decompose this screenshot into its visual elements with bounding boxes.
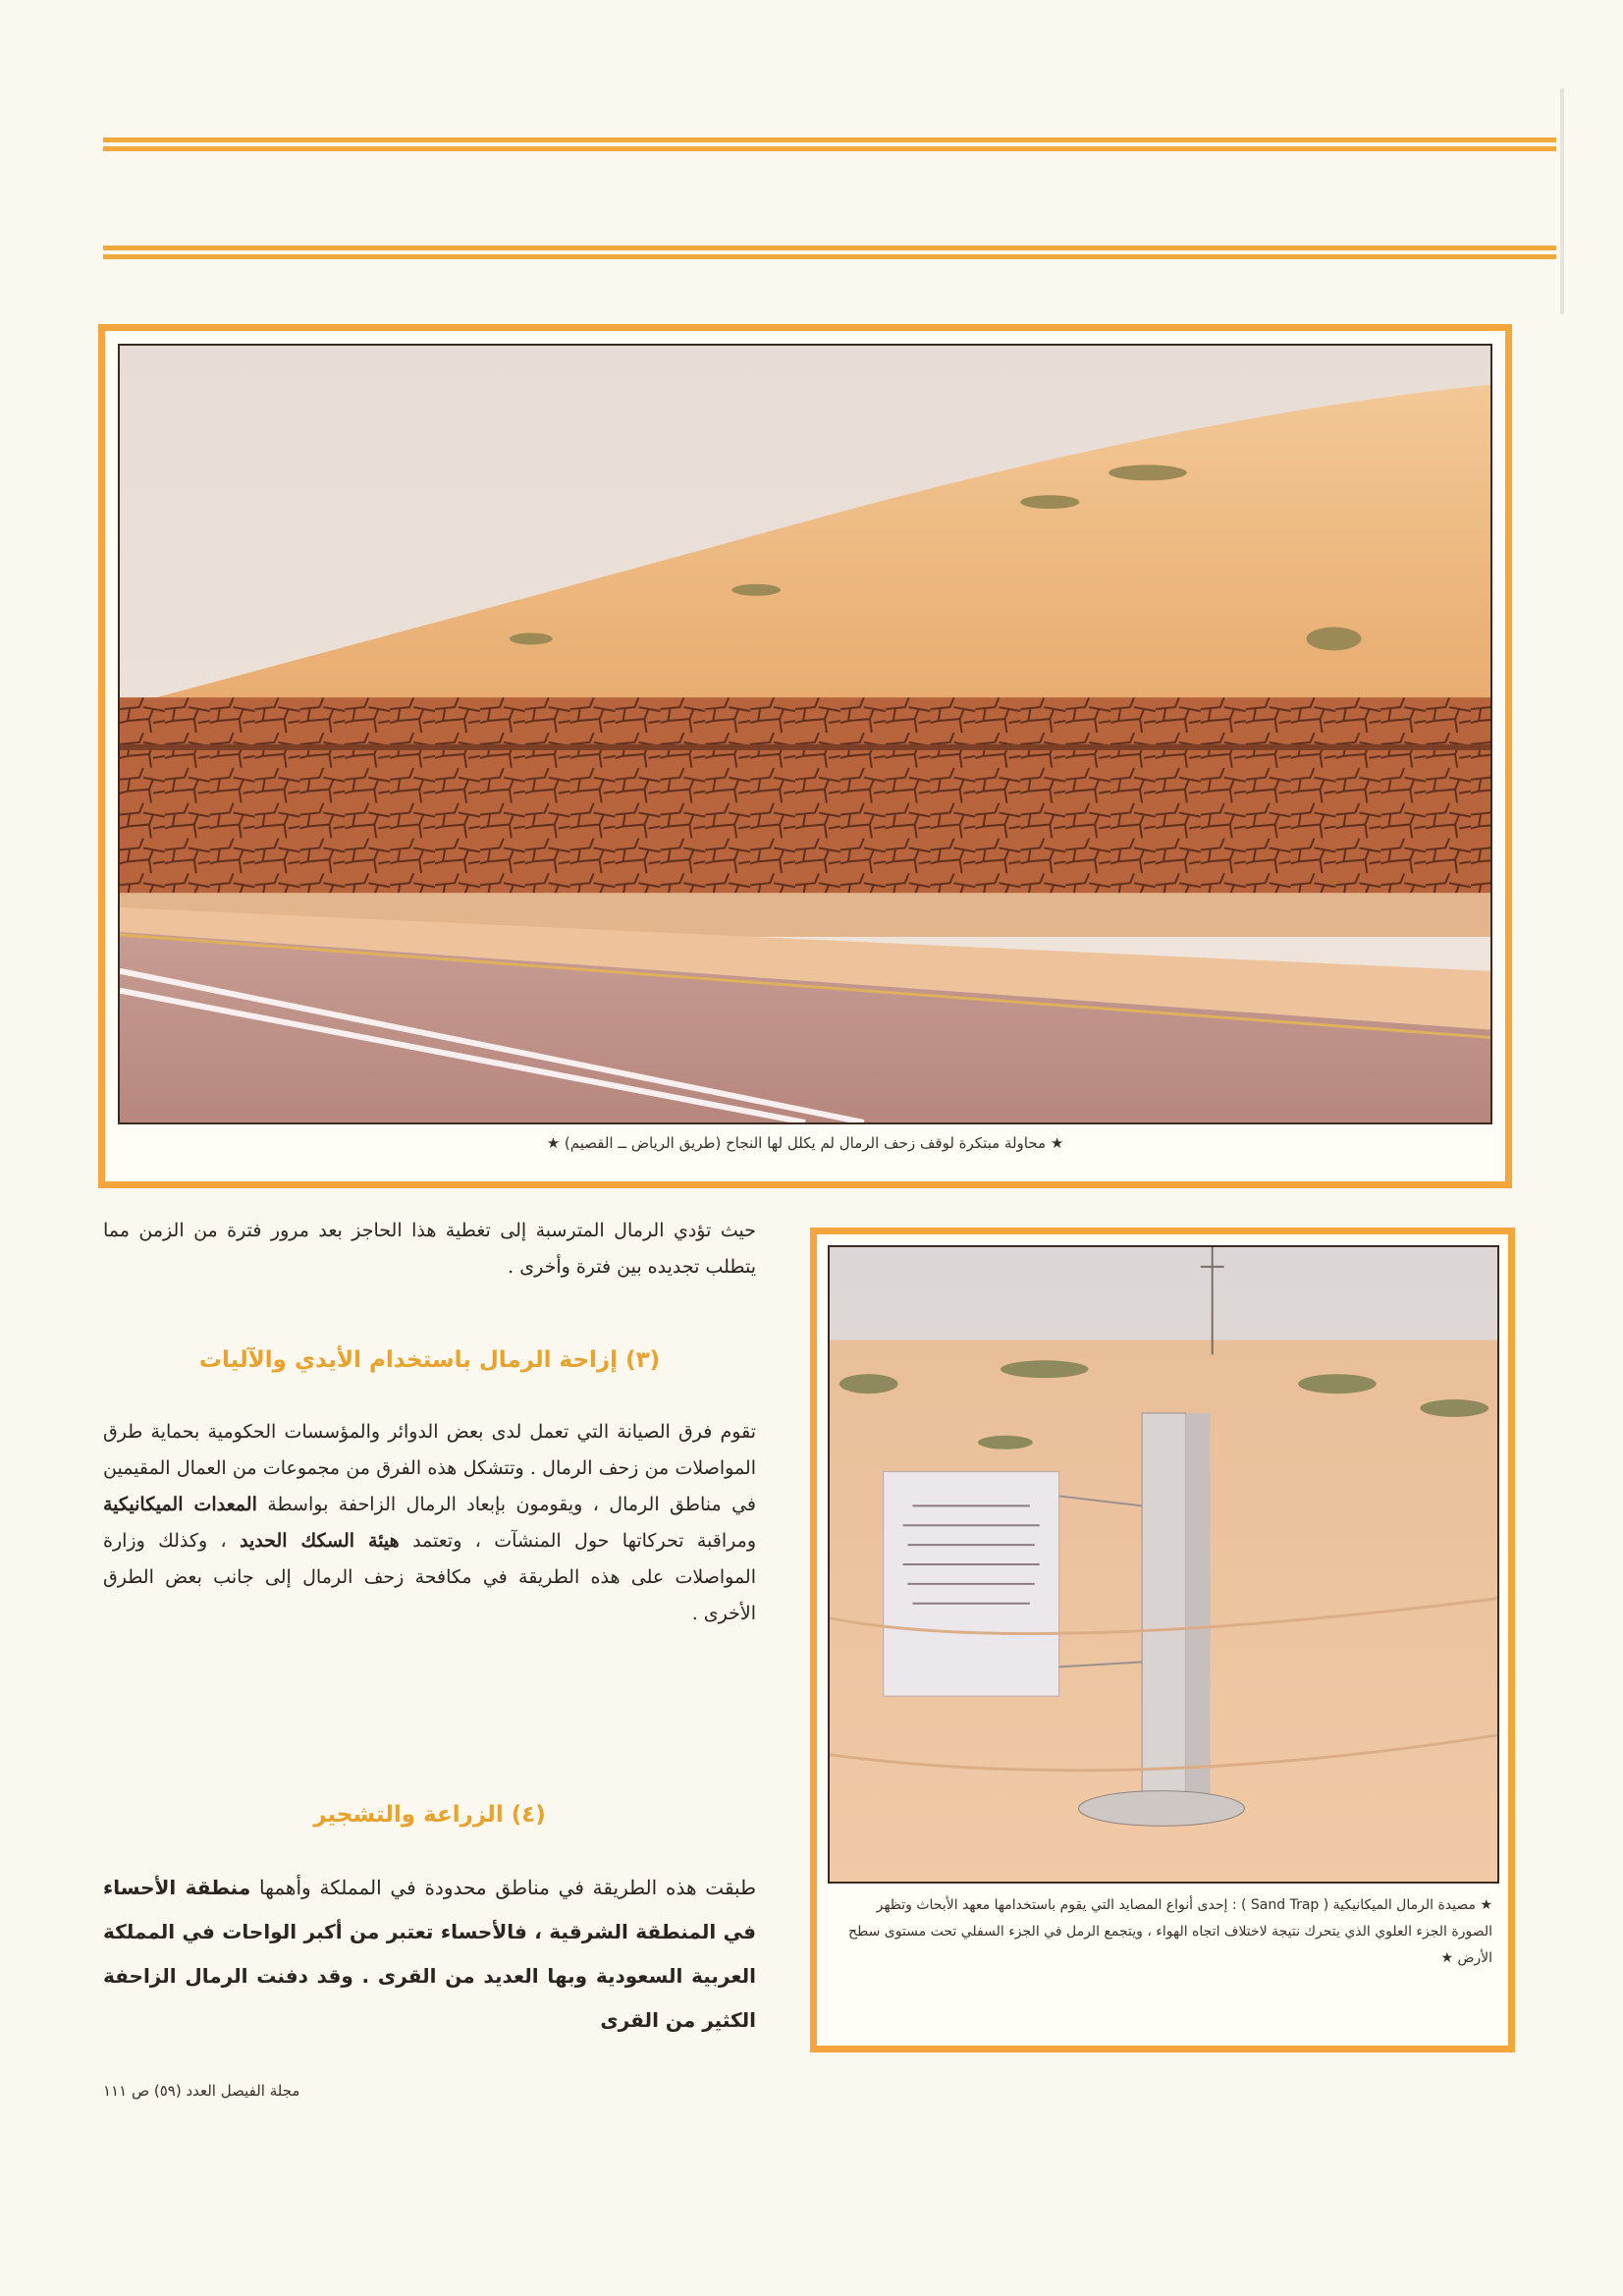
top-photo-caption: ★ محاولة مبتكرة لوقف زحف الرمال لم يكلل لها النجاح (طريق الرياض ــ القصيم) ★ [546,1134,1064,1152]
paragraph-3-part-a: طبقت هذه الطريقة في مناطق محدودة في المملكة وأهمها [259,1876,757,1899]
paragraph-2-bold-1: المعدات الميكانيكية [103,1494,257,1515]
heading-4: (٤) الزراعة والتشجير [313,1802,546,1828]
gabion-wall-photo [118,344,1492,1124]
paragraph-2-bold-2: هيئة السكك الحديد [240,1530,400,1552]
heading-3: (٣) إزاحة الرمال باستخدام الأيدي والآليات [198,1347,661,1373]
page-footer: مجلة الفيصل العدد (٥٩) ص ١١١ [103,2082,300,2100]
side-photo-caption: ★ مصيدة الرمال الميكانيكية ( Sand Trap ) : إحدى أنواع المصايد التي يقوم باستخدامها معهد الأبحاث وتظهر الصورة الجزء العلوي الذي يتحرك نتيجة لاختلاف اتجاه الهواء ، ويتجمع الرمل في الجزء السفلي تحت مستوى سطح الأرض ★ [848,1897,1492,1966]
paragraph-3 [103,1866,756,2043]
gabion-wall-image [120,346,1490,1122]
top-photo-frame [98,324,1512,1188]
side-photo-frame [810,1228,1515,2052]
decorative-rule-top [103,137,1556,151]
page-edge [1560,88,1564,314]
paragraph-2-part-c: ، وكذلك وزارة المواصلات على هذه الطريقة في مكافحة زحف الرمال إلى جانب بعض الطرق الأخرى . [103,1530,756,1624]
sand-trap-image [830,1247,1497,1882]
paragraph-2-part-a: تقوم فرق الصيانة التي تعمل لدى بعض الدوائر والمؤسسات الحكومية بحماية طرق المواصلات من زحف الرمال . وتتشكل هذه الفرق من مجموعات من العمال المقيمين في مناطق الرمال ، ويقومون بإبعاد الرمال الزاحفة بواسطة [103,1421,757,1515]
paragraph-1: حيث تؤدي الرمال المترسبة إلى تغطية هذا الحاجز بعد مرور فترة من الزمن مما يتطلب تجديده بين فترة وأخرى . [103,1220,756,1278]
decorative-rule-bottom [103,246,1556,259]
paragraph-2 [103,1414,756,1632]
paragraph-2-part-b: ومراقبة تحركاتها حول المنشآت ، وتعتمد [412,1530,756,1552]
sand-trap-photo [828,1245,1499,1884]
paragraph-3-bold: منطقة الأحساء في المنطقة الشرقية ، فالأحساء تعتبر من أكبر الواحات في المملكة العربية السعودية وبها العديد من القرى . وقد دفنت الرمال الزاحفة الكثير من القرى [103,1876,756,2032]
